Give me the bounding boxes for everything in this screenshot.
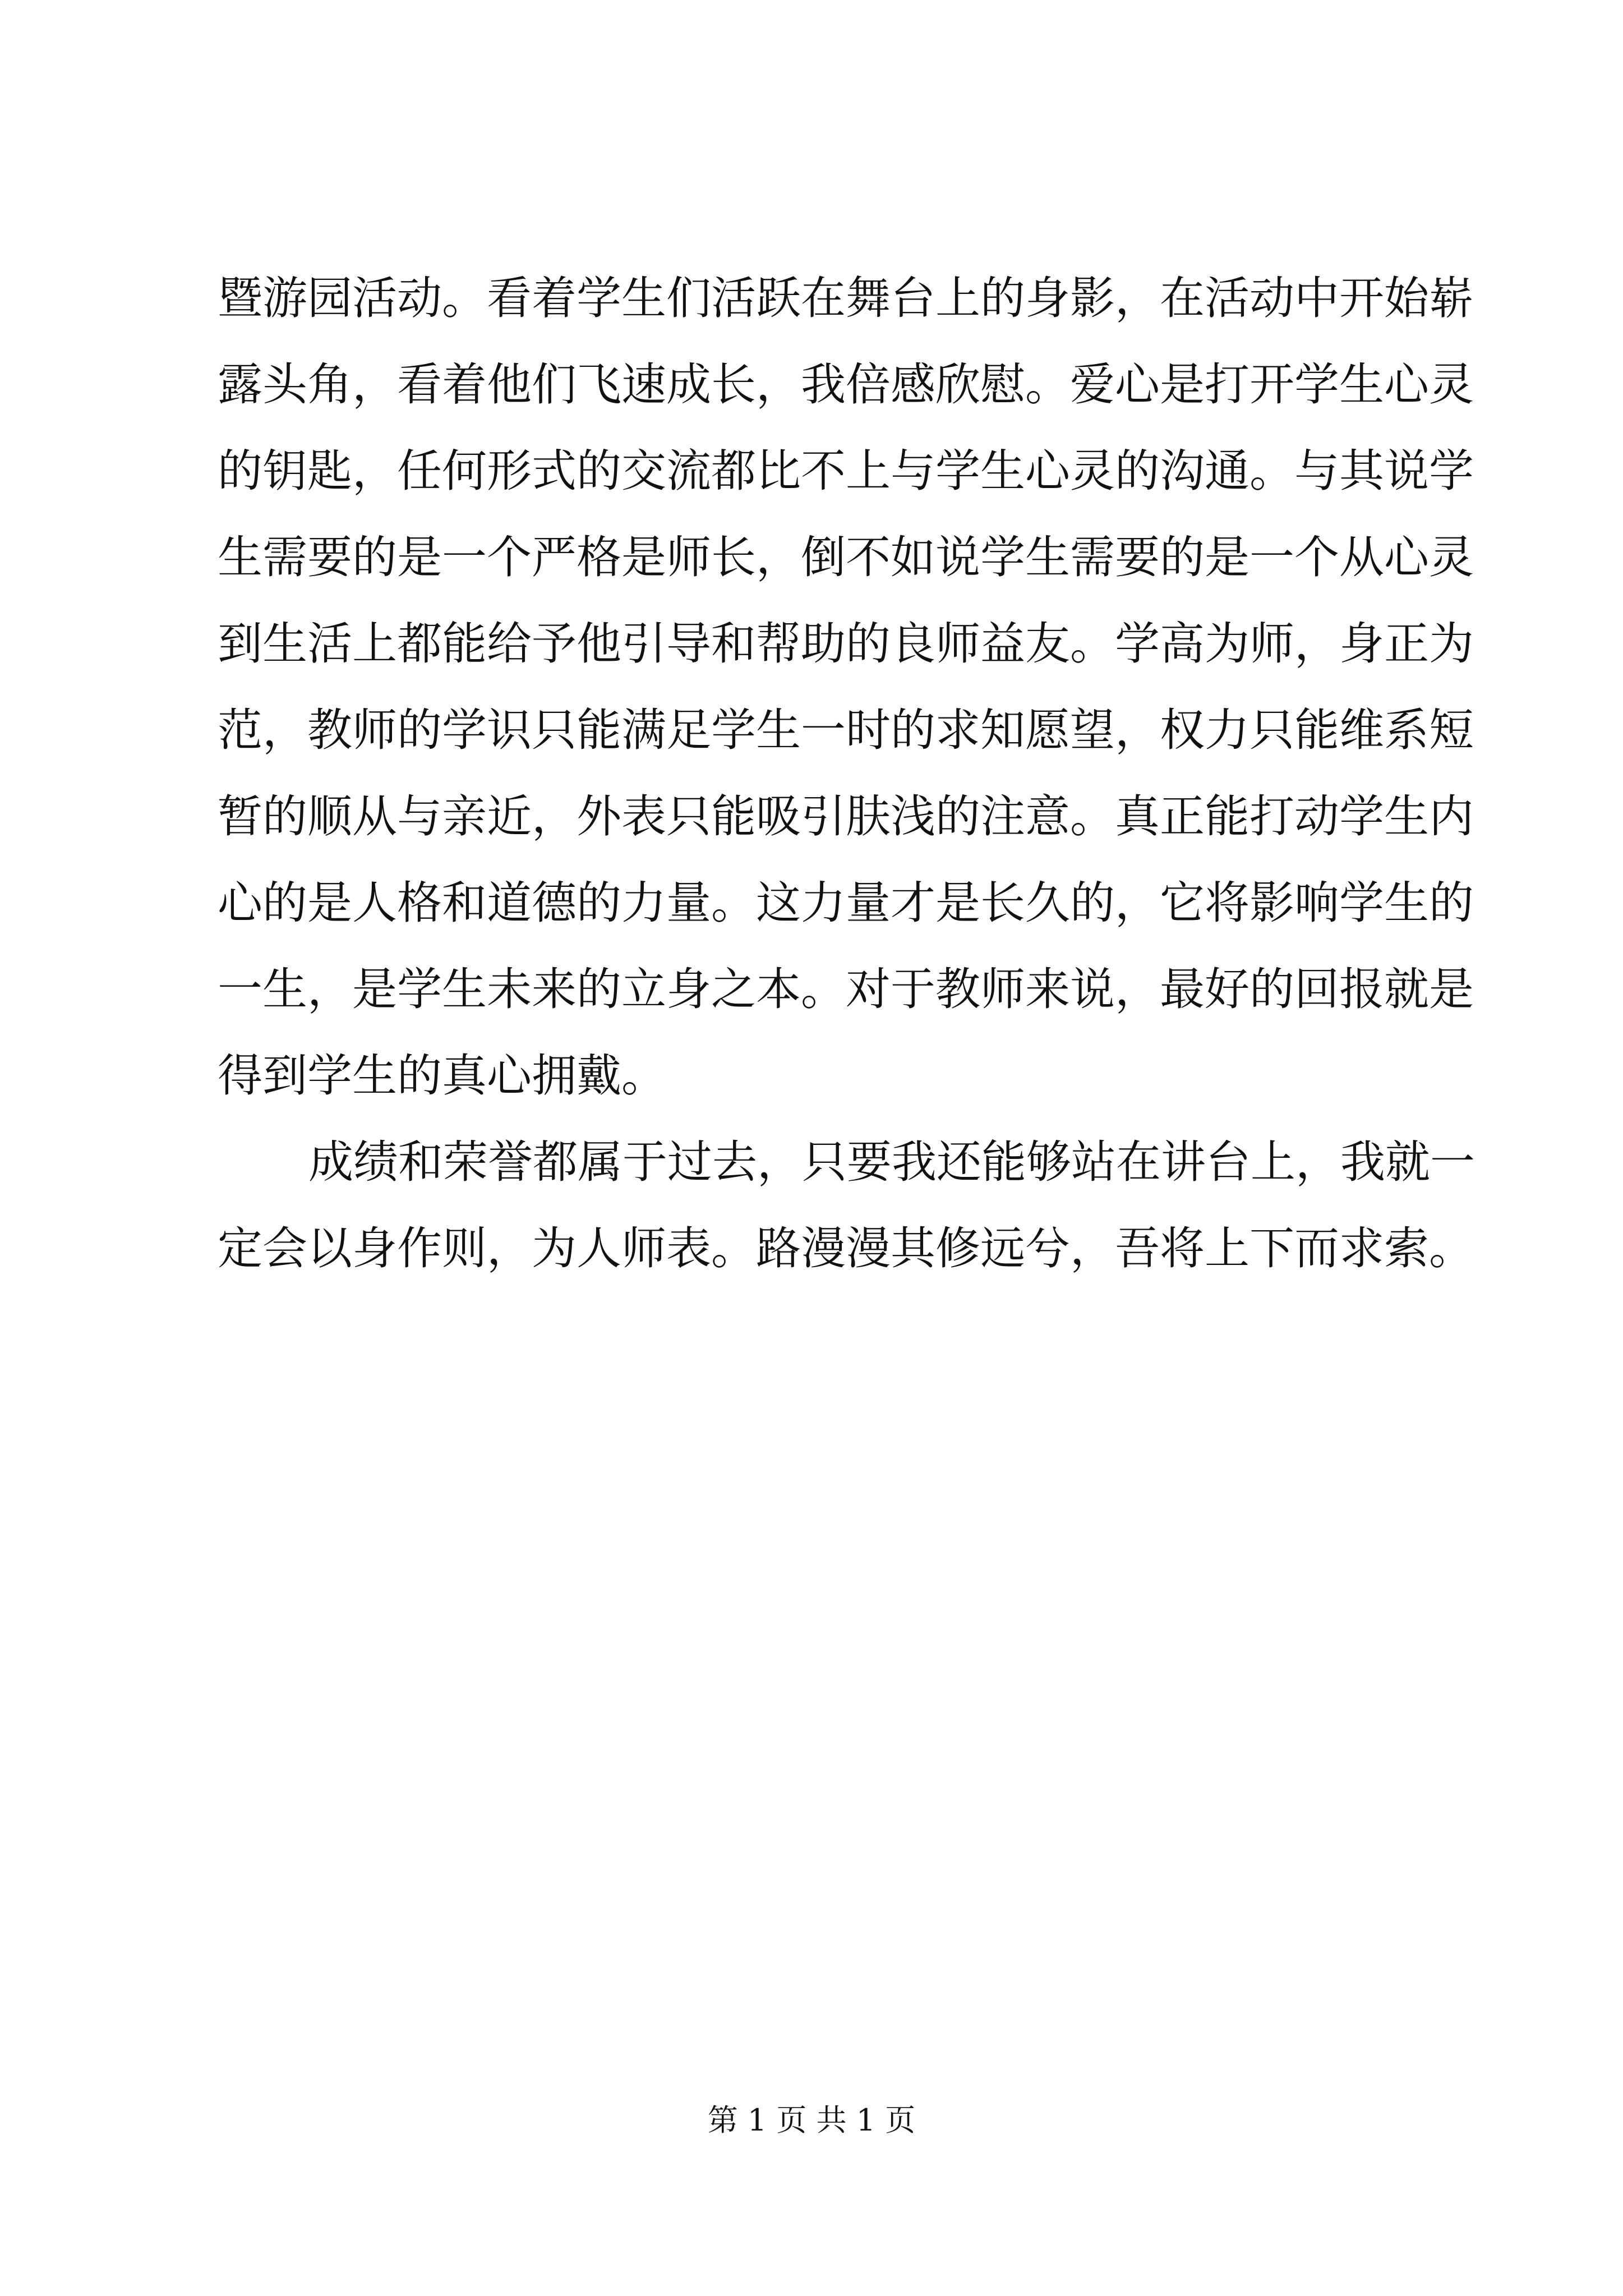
text-line: 露头角，看着他们飞速成长，我倍感欣慰。爱心是打开学生心灵 (218, 358, 1474, 411)
text-line: 的钥匙，任何形式的交流都比不上与学生心灵的沟通。与其说学 (218, 445, 1474, 497)
text-line: 暨游园活动。看着学生们活跃在舞台上的身影，在活动中开始崭 (218, 272, 1474, 324)
text-line: 得到学生的真心拥戴。 (218, 1050, 666, 1102)
text-line: 一生，是学生未来的立身之本。对于教师来说，最好的回报就是 (218, 963, 1474, 1015)
text-line: 到生活上都能给予他引导和帮助的良师益友。学高为师，身正为 (218, 618, 1474, 670)
paragraph-1 (218, 255, 1474, 1119)
text-line: 暂的顺从与亲近，外表只能吸引肤浅的注意。真正能打动学生内 (218, 790, 1474, 843)
text-line: 心的是人格和道德的力量。这力量才是长久的，它将影响学生的 (218, 877, 1474, 929)
body-text (218, 255, 1475, 1292)
paragraph-2 (218, 1119, 1475, 1292)
text-line: 生需要的是一个严格是师长，倒不如说学生需要的是一个从心灵 (218, 531, 1474, 583)
page-footer: 第 1 页 共 1 页 (707, 2102, 916, 2138)
text-line: 范，教师的学识只能满足学生一时的求知愿望，权力只能维系短 (218, 704, 1474, 756)
text-line: 定会以身作则，为人师表。路漫漫其修远兮，吾将上下而求索。 (218, 1222, 1474, 1274)
text-line: 成绩和荣誉都属于过去，只要我还能够站在讲台上，我就一 (308, 1136, 1475, 1188)
